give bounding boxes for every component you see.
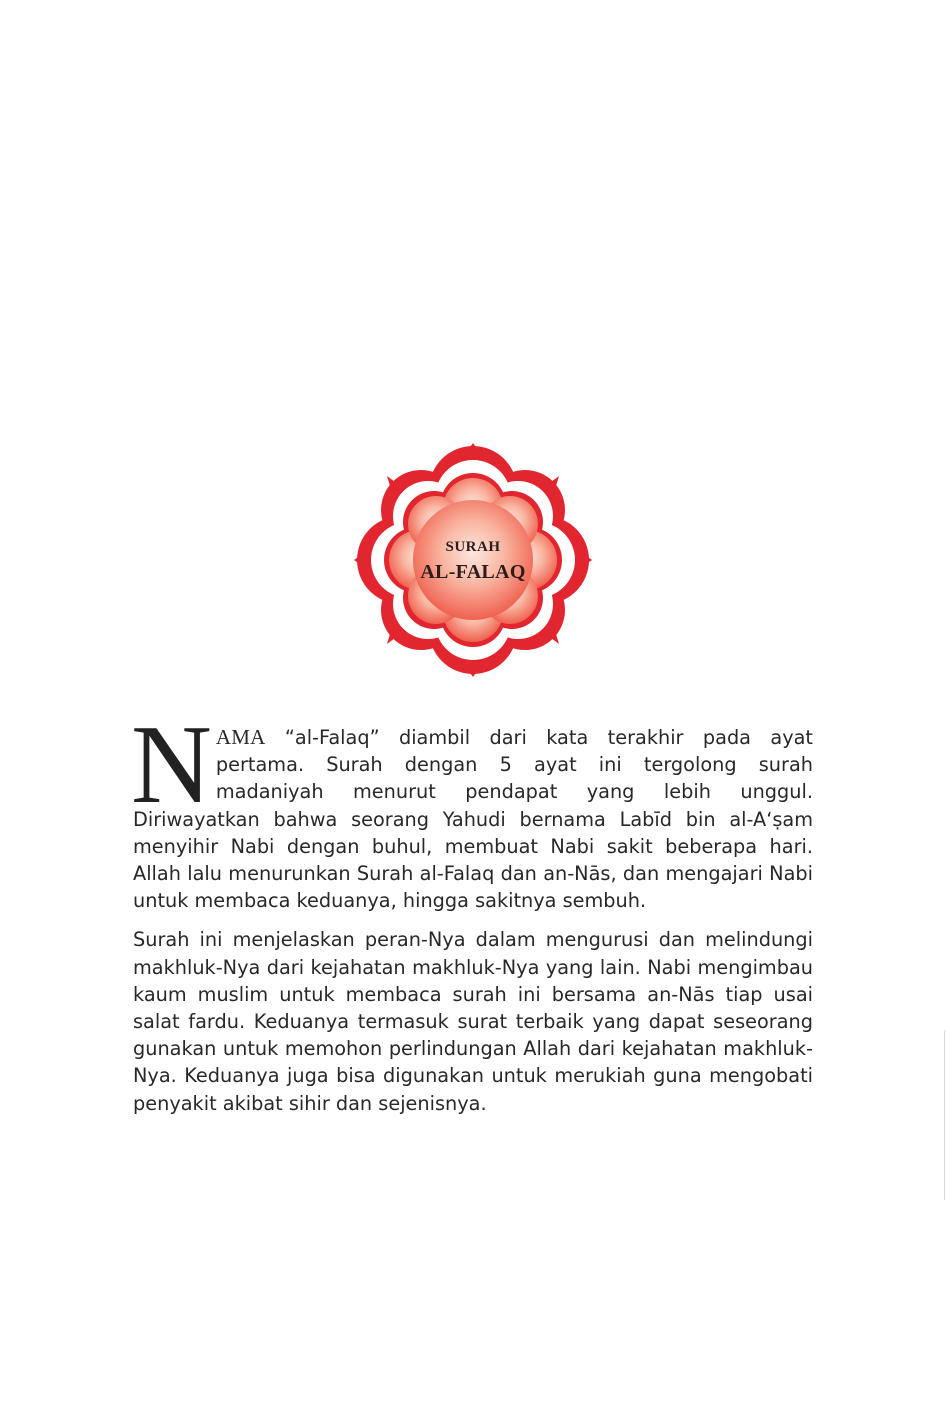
lead-caps: AMA — [215, 725, 266, 749]
paragraph-intro — [131, 703, 813, 914]
surah-title: AL-FALAQ — [420, 561, 526, 583]
surah-emblem — [354, 443, 592, 677]
emblem-kicker: SURAH — [445, 539, 501, 555]
paragraph-intro-text: “al-Falaq” diambil dari kata terakhir pada ayat pertama. Surah dengan 5 ayat ini tergolong surah madaniyah menurut pendapat yang lebih unggul. Diriwayatkan bahwa seorang Yahudi bernama Labīd bin al-Aʻṣam menyihir Nabi dengan buhul, membuat Nabi sakit beberapa hari. Allah lalu menurunkan Surah al-Falaq dan an-Nās, dan mengajari Nabi untuk membaca keduanya, hingga sakitnya sembuh. — [133, 726, 813, 913]
drop-cap: N — [131, 703, 212, 827]
body-text — [131, 703, 813, 1117]
page-edge-rule — [944, 1030, 945, 1200]
paragraph-second: Surah ini menjelaskan peran-Nya dalam mengurusi dan melindungi makhluk-Nya dari kejahatan makhluk-Nya yang lain. Nabi mengimbau kaum muslim untuk membaca surah ini bersama an-Nās tiap usai salat fardu. Keduanya termasuk surat terbaik yang dapat seseorang gunakan untuk memohon perlindungan Allah dari kejahatan makhluk-Nya. Keduanya juga bisa digunakan untuk merukiah guna mengobati penyakit akibat sihir dan sejenisnya. — [133, 928, 813, 1115]
